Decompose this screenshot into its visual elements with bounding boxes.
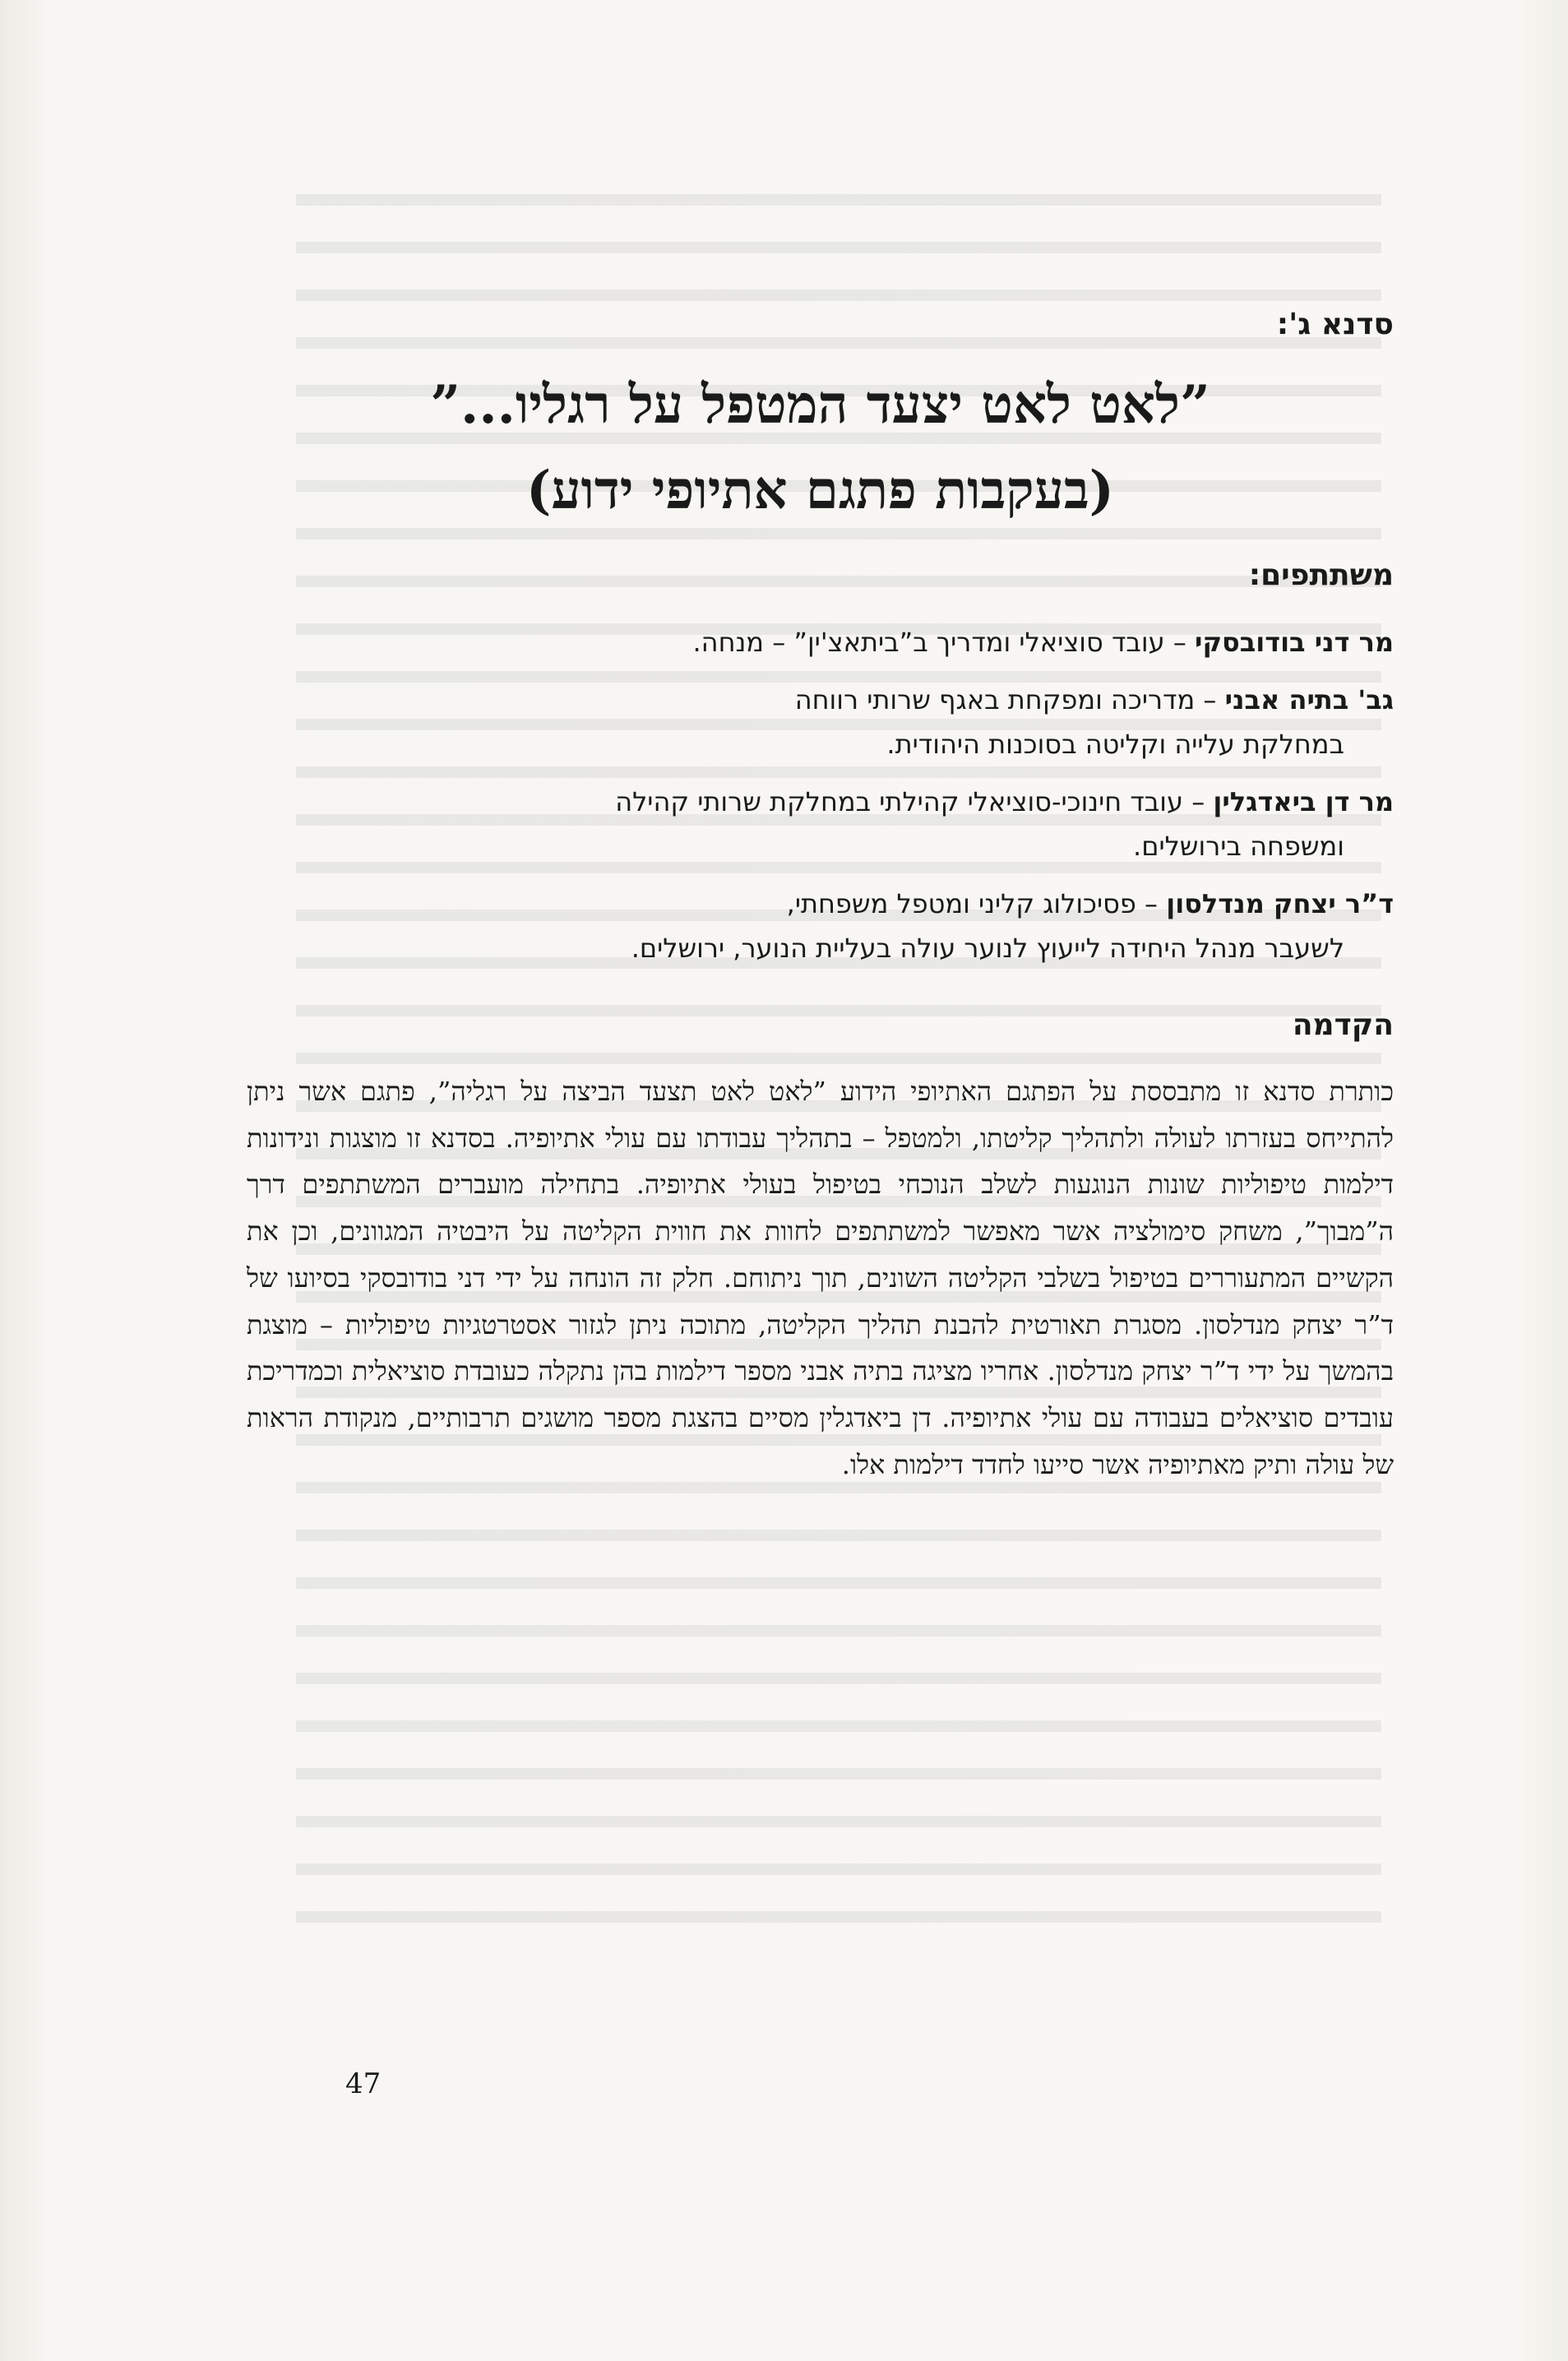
participant-role-continued: במחלקת עלייה וקליטה בסוכנות היהודית. [886,729,1344,760]
participant-entry [247,678,1394,766]
title-line-1: ”לאט לאט יצעד המטפל על רגליו...” [430,374,1210,436]
participant-role-continued: לשעבר מנהל היחידה לייעוץ לנוער עולה בעליית הנוער, ירושלים. [631,933,1344,964]
participant-name: ד”ר יצחק מנדלסון [1166,888,1394,919]
participant-role: – פסיכולוג קליני ומטפל משפחתי, [786,888,1167,919]
participant-entry [247,882,1394,970]
page-number: 47 [345,2067,382,2100]
intro-paragraph: כותרת סדנא זו מתבססת על הפתגם האתיופי הידוע ”לאט לאט תצעד הביצה על רגליה”, פתגם אשר ניתן להתייחס בעזרתו לעולה ולתהליך קליטתו, ולמטפל – בתהליך עבודתו עם עולי אתיופיה. בסדנא זו מוצגות ונידונות דילמות טיפוליות שונות הנוגעות לשלב הנוכחי בטיפול בעולי אתיופיה. בתחילה מועברים המשתתפים דרך ה”מבוך”, משחק סימולציה אשר מאפשר למשתתפים לחוות את חווית הקליטה על היבטיה המגוונים, וכן את הקשיים המתעוררים בטיפול בשלבי הקליטה השונים, תוך ניתוחם. חלק זה הונחה על ידי דני בודובסקי בסיועו של ד”ר יצחק מנדלסון. מסגרת תאורטית להבנת תהליך הקליטה, מתוכה ניתן לגזור אסטרטגיות טיפוליות – מוצגת בהמשך על ידי ד”ר יצחק מנדלסון. אחריו מציגה בתיה אבני מספר דילמות בהן נתקלה כעובדת סוציאלית וכמדריכת עובדים סוציאלים בעבודה עם עולי אתיופיה. דן ביאדגלין מסיים בהצגת מספר מושגים תרבותיים, מנקודת הראות של עולה ותיק מאתיופיה אשר סייעו לחדד דילמות אלו. [247,1076,1395,1480]
participant-role: – עובד חינוכי-סוציאלי קהילתי במחלקת שרותי קהילה [615,786,1214,817]
participant-role-continued: ומשפחה בירושלים. [1133,831,1344,862]
participants-heading: משתתפים: [1248,558,1394,592]
participant-entry [247,780,1394,868]
page-title [247,363,1394,534]
participant-role: – עובד סוציאלי ומדריך ב”ביתאצ'ין” – מנחה. [692,627,1196,658]
participant-entry [247,620,1394,664]
participants-list [247,620,1394,970]
participant-name: גב' בתיה אבני [1224,684,1394,715]
participant-name: מר דן ביאדגלין [1213,786,1394,817]
participant-role: – מדריכה ומפקחת באגף שרותי רווחה [794,684,1225,715]
title-line-2: (בעקבות פתגם אתיופי ידוע) [526,460,1114,521]
session-label: סדנא ג': [1276,308,1394,341]
intro-heading: הקדמה [1292,1008,1394,1042]
participant-name: מר דני בודובסקי [1195,627,1394,658]
page-content [247,296,1394,1514]
